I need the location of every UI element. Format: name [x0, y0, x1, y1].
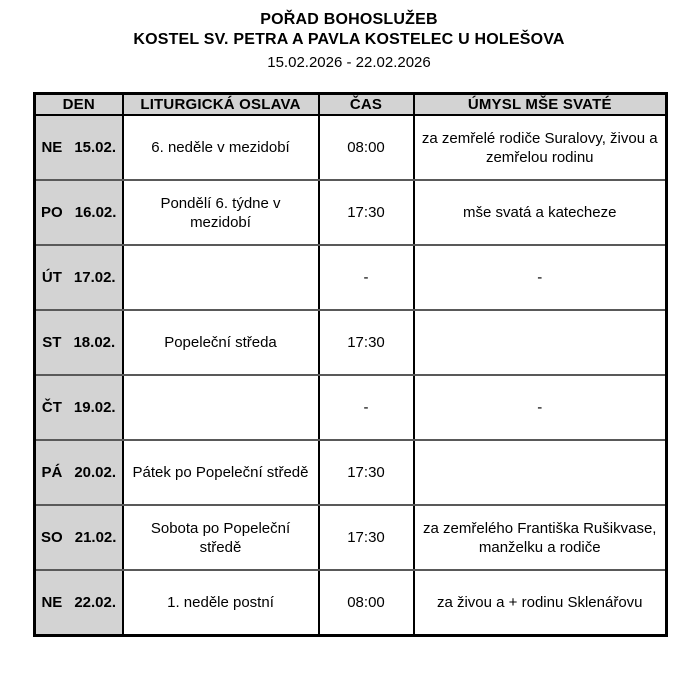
intention-cell: za zemřelé rodiče Suralovy, živou a zemřelou rodinu [414, 115, 667, 180]
day-cell [35, 310, 123, 375]
intention-cell: - [414, 375, 667, 440]
intention-cell: mše svatá a katecheze [414, 180, 667, 245]
day-date: 19.02. [73, 399, 116, 416]
page-title: POŘAD BOHOSLUŽEB [260, 11, 438, 28]
day-abbr: ČT [41, 399, 62, 416]
header-liturgicka-oslava: LITURGICKÁ OSLAVA [123, 94, 319, 116]
time-cell: 17:30 [319, 310, 414, 375]
day-cell [35, 180, 123, 245]
time-cell: 17:30 [319, 180, 414, 245]
header-cas: ČAS [319, 94, 414, 116]
day-abbr: NE [41, 593, 63, 611]
intention-cell: za živou a + rodinu Sklenářovu [414, 570, 667, 635]
celebration-cell [123, 375, 319, 440]
date-range: 15.02.2026 - 22.02.2026 [267, 54, 431, 71]
table-row [35, 180, 667, 245]
header-umysl-mse-svate: ÚMYSL MŠE SVATÉ [414, 94, 667, 116]
table-row [35, 115, 667, 180]
day-cell [35, 440, 123, 505]
day-abbr: ST [42, 334, 62, 351]
header-den: DEN [35, 94, 123, 116]
table-row [35, 505, 667, 570]
celebration-cell [123, 245, 319, 310]
celebration-cell: 6. neděle v mezidobí [123, 115, 319, 180]
intention-cell [414, 310, 667, 375]
day-date: 18.02. [73, 334, 116, 351]
day-date: 16.02. [74, 204, 117, 221]
schedule-table [33, 92, 668, 637]
time-cell: 08:00 [319, 115, 414, 180]
celebration-cell: Sobota po Popeleční středě [123, 505, 319, 570]
intention-cell [414, 440, 667, 505]
day-abbr: SO [41, 529, 63, 546]
table-row [35, 310, 667, 375]
celebration-cell: Pondělí 6. týdne v mezidobí [123, 180, 319, 245]
day-cell [35, 570, 123, 635]
time-cell: - [319, 375, 414, 440]
day-date: 21.02. [74, 529, 117, 546]
day-date: 20.02. [74, 464, 117, 481]
day-cell [35, 375, 123, 440]
church-name: KOSTEL SV. PETRA A PAVLA KOSTELEC U HOLEŠOVA [133, 31, 565, 48]
day-abbr: ÚT [41, 269, 62, 286]
celebration-cell: Pátek po Popeleční středě [123, 440, 319, 505]
day-date: 17.02. [73, 269, 116, 286]
celebration-cell: 1. neděle postní [123, 570, 319, 635]
day-date: 15.02. [74, 139, 117, 156]
intention-cell: za zemřelého Františka Rušikvase, manželku a rodiče [414, 505, 667, 570]
day-date: 22.02. [74, 593, 117, 611]
time-cell: 08:00 [319, 570, 414, 635]
time-cell: 17:30 [319, 505, 414, 570]
day-abbr: PO [41, 204, 63, 221]
intention-cell: - [414, 245, 667, 310]
document-header [33, 10, 665, 73]
day-cell [35, 115, 123, 180]
table-row [35, 440, 667, 505]
day-cell [35, 245, 123, 310]
time-cell: - [319, 245, 414, 310]
table-row [35, 375, 667, 440]
table-header-row [35, 94, 667, 116]
table-row [35, 570, 667, 635]
day-abbr: NE [41, 139, 63, 156]
day-cell [35, 505, 123, 570]
day-abbr: PÁ [41, 464, 63, 481]
table-row [35, 245, 667, 310]
time-cell: 17:30 [319, 440, 414, 505]
celebration-cell: Popeleční středa [123, 310, 319, 375]
